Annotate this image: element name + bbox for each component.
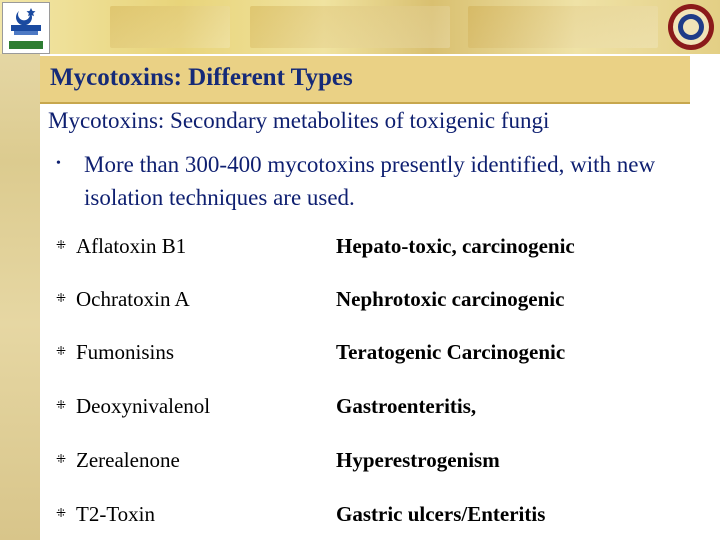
banner-image-2 — [250, 6, 450, 48]
row-marker-icon: ⁜ — [56, 506, 67, 520]
toxin-name: Zerealenone — [76, 448, 180, 472]
toxin-row — [56, 394, 696, 424]
toxin-name: Ochratoxin A — [76, 287, 190, 311]
toxin-effect: Gastric ulcers/Enteritis — [336, 502, 546, 526]
top-banner — [0, 0, 720, 54]
banner-image-1 — [110, 6, 230, 48]
banner-image-3 — [468, 6, 658, 48]
toxin-row — [56, 502, 696, 532]
toxin-name: Fumonisins — [76, 340, 175, 364]
toxin-effect: Gastroenteritis, — [336, 394, 477, 418]
title-bar — [40, 56, 690, 104]
definition-term: Mycotoxins — [48, 108, 158, 133]
university-logo — [2, 2, 50, 54]
bullet-text: More than 300-400 mycotoxins presently identified, with new isolation techniques are used. — [84, 152, 656, 210]
toxin-name: Aflatoxin B1 — [76, 234, 187, 258]
definition-text: : Secondary metabolites of toxigenic fungi — [157, 108, 550, 133]
definition-line — [48, 108, 549, 134]
row-marker-icon: ⁜ — [56, 291, 67, 305]
toxin-row — [56, 340, 696, 370]
toxin-effect: Teratogenic Carcinogenic — [336, 340, 566, 364]
row-marker-icon: ⁜ — [56, 344, 67, 358]
slide-title: Mycotoxins: Different Types — [50, 64, 353, 91]
toxin-effect: Nephrotoxic carcinogenic — [336, 287, 565, 311]
toxin-effect: Hepato-toxic, carcinogenic — [336, 234, 575, 258]
toxin-row — [56, 287, 696, 317]
toxin-row — [56, 448, 696, 478]
row-marker-icon: ⁜ — [56, 238, 67, 252]
left-decorative-strip — [0, 0, 40, 540]
row-marker-icon: ⁜ — [56, 452, 67, 466]
toxin-name: Deoxynivalenol — [76, 394, 211, 418]
toxin-effect: Hyperestrogenism — [336, 448, 500, 472]
toxin-row — [56, 234, 696, 264]
toxin-name: T2-Toxin — [76, 502, 156, 526]
row-marker-icon: ⁜ — [56, 398, 67, 412]
bullet-dot: • — [56, 156, 61, 171]
faculty-seal-logo — [664, 2, 718, 52]
